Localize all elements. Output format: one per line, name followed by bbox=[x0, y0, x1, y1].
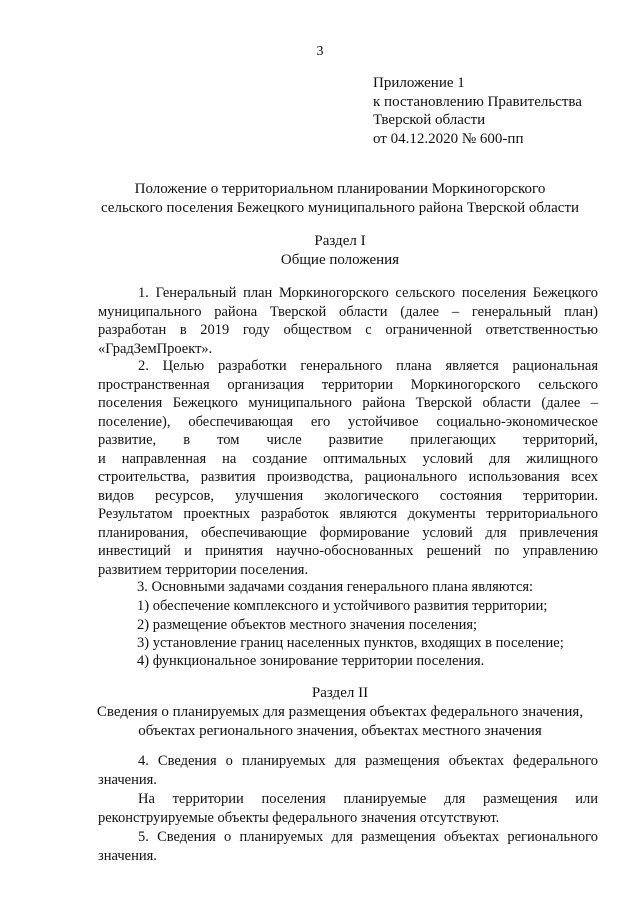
title-line: сельского поселения Бежецкого муниципального района Тверской области bbox=[100, 200, 580, 216]
text-line: реконструируемые объекты федерального значения отсутствуют. bbox=[98, 809, 500, 826]
paragraph-2 bbox=[98, 357, 598, 579]
page-number: 3 bbox=[316, 44, 324, 59]
paragraph-4 bbox=[98, 752, 598, 789]
section-title: объектах регионального значения, объектах местного значения bbox=[138, 723, 542, 739]
text-line: значения. bbox=[98, 771, 157, 788]
paragraph-3: 3. Основными задачами создания генерального плана являются: bbox=[137, 579, 534, 595]
section-2-heading bbox=[60, 684, 620, 741]
text-line: значения. bbox=[98, 847, 157, 864]
appendix-block bbox=[373, 74, 582, 148]
document-title bbox=[60, 180, 620, 218]
paragraph-1 bbox=[98, 284, 598, 358]
text-line: пространственная организация территории Моркиногорского сельского bbox=[98, 376, 598, 393]
text-line: 4. Сведения о планируемых для размещения объектах федерального bbox=[138, 753, 598, 769]
section-number: Раздел II bbox=[311, 685, 369, 701]
title-line: Положение о территориальном планировании Моркиногорского bbox=[134, 181, 546, 197]
appendix-line: от 04.12.2020 № 600-пп bbox=[373, 130, 524, 147]
task-item: 2) размещение объектов местного значения поселения; bbox=[137, 617, 478, 633]
text-line: 2. Целью разработки генерального плана является рациональная bbox=[138, 358, 598, 374]
text-line: планирования, обеспечивающие формирование условий для привлечения bbox=[98, 524, 598, 541]
section-title: Сведения о планируемых для размещения объектах федерального значения, bbox=[96, 704, 584, 720]
text-line: развитие, в том числе развитие прилегающих территорий, bbox=[98, 432, 598, 448]
text-line: «ГрадЗемПроект». bbox=[98, 340, 213, 357]
text-line: 5. Сведения о планируемых для размещения объектах регионального bbox=[138, 829, 598, 845]
text-line: видов ресурсов, улучшения экологического состояния территории. bbox=[98, 487, 598, 504]
appendix-line: к постановлению Правительства bbox=[373, 93, 582, 110]
text-line: разработан в 2019 году обществом с ограниченной ответственностью bbox=[98, 322, 598, 338]
section-title: Общие положения bbox=[280, 252, 400, 268]
appendix-line: Тверской области bbox=[373, 112, 486, 128]
text-line: развитием территории поселения. bbox=[98, 561, 309, 578]
section-1-heading bbox=[60, 232, 620, 270]
task-item: 4) функциональное зонирование территории поселения. bbox=[137, 653, 485, 669]
task-item: 1) обеспечение комплексного и устойчивого развития территории; bbox=[137, 598, 548, 614]
text-line: и направленная на создание оптимальных условий для жилищного bbox=[98, 450, 598, 467]
text-line: Результатом проектных разработок являются документы территориального bbox=[98, 506, 598, 522]
paragraph-5 bbox=[98, 828, 598, 865]
text-line: инвестиций и принятия научно-обоснованных решений по управлению bbox=[98, 543, 598, 559]
task-item: 3) установление границ населенных пунктов, входящих в поселение; bbox=[137, 635, 564, 651]
text-line: муниципального района Тверской области (далее – генеральный план) bbox=[98, 303, 598, 320]
appendix-line: Приложение 1 bbox=[373, 75, 465, 91]
text-line: поселения Бежецкого муниципального района Тверской области (далее – bbox=[98, 395, 598, 411]
paragraph-4-body bbox=[98, 790, 598, 827]
text-line: На территории поселения планируемые для размещения или bbox=[138, 791, 598, 807]
text-line: 1. Генеральный план Моркиногорского сельского поселения Бежецкого bbox=[138, 285, 598, 301]
section-number: Раздел I bbox=[314, 233, 366, 249]
text-line: поселение), обеспечивающая его устойчивое социально-экономическое bbox=[98, 413, 598, 430]
text-line: строительства, развития производства, рационального использования всех bbox=[98, 469, 598, 485]
